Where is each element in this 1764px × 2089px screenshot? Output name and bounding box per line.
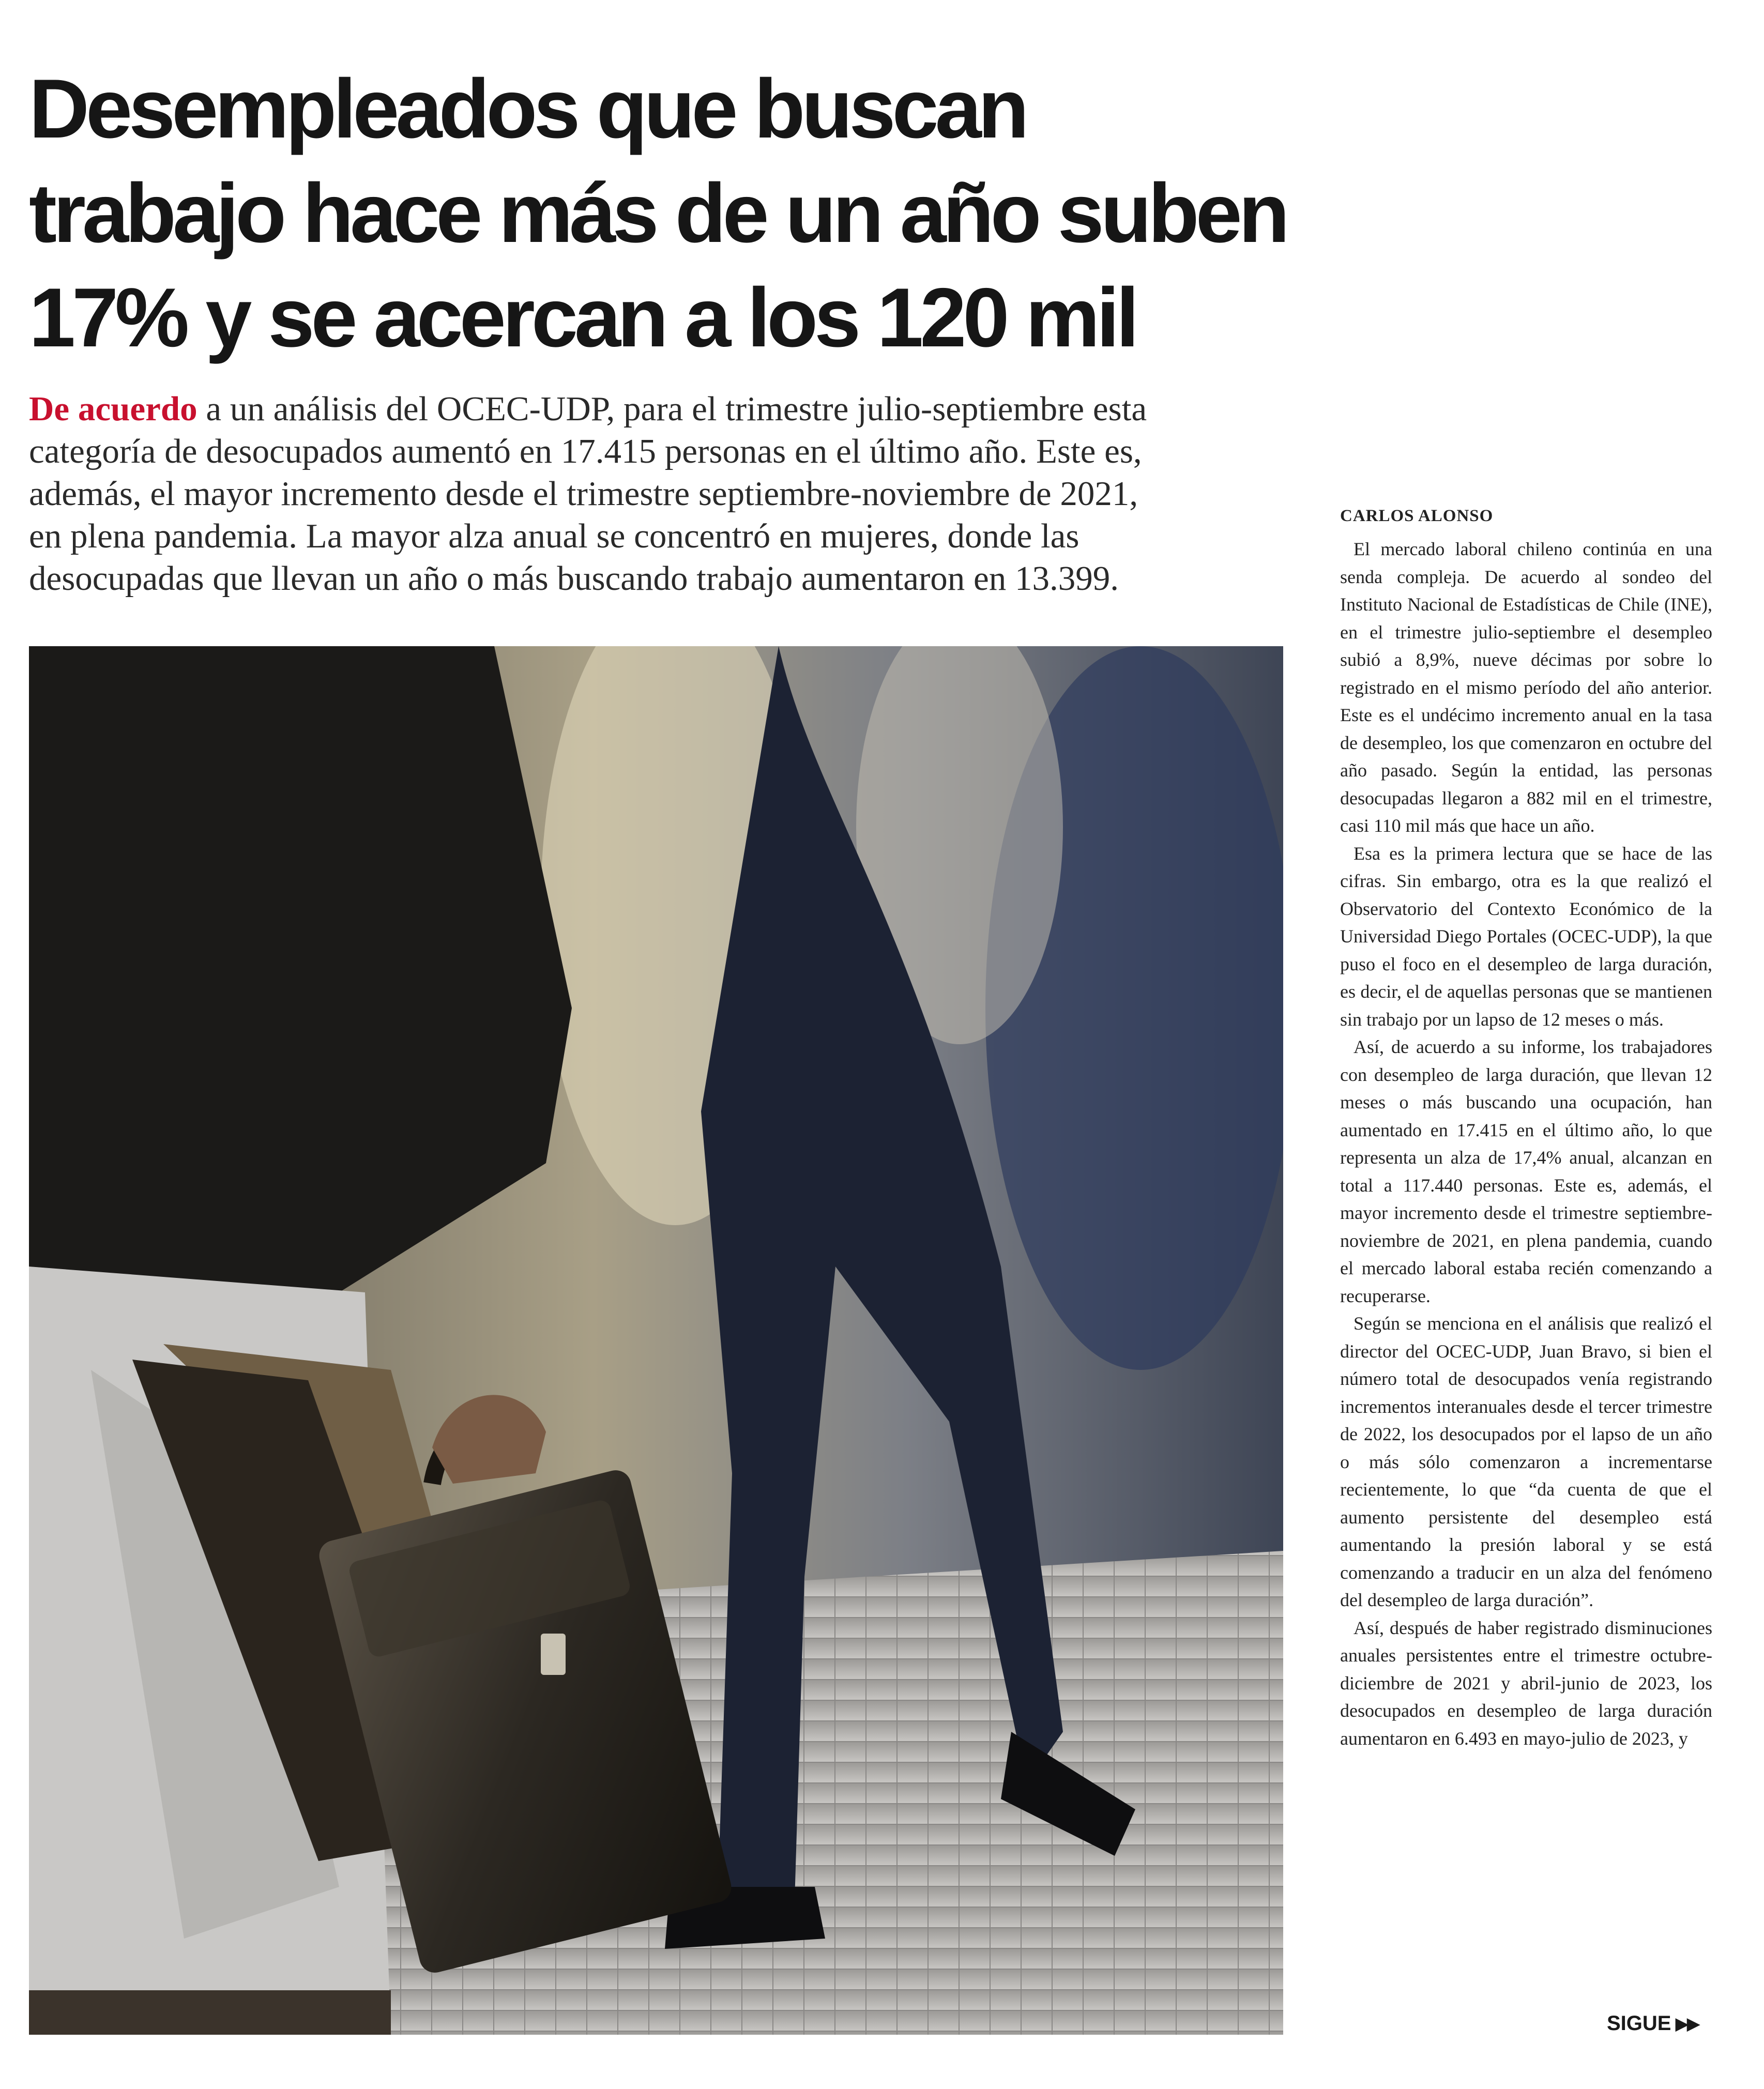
continue-label: SIGUE [1607, 2012, 1671, 2035]
continue-indicator [1607, 2012, 1698, 2035]
lead-line-3: además, el mayor incremento desde el trimestre septiembre-noviembre de 2021, [29, 475, 1138, 513]
body-paragraph-3: Así, de acuerdo a su informe, los trabajadores con desempleo de larga duración, que llevan 12 meses o más buscando una ocupación, han aumentado en 17.415 en el último año, lo que representa un alza de 17,4% anual, alcanzan en total a 117.440 personas. Este es, además, el mayor incremento desde el trimestre septiembre-noviembre de 2021, en plena pandemia, cuando el mercado laboral estaba recién comenzando a recuperarse. [1340, 1036, 1712, 1306]
photo-illustration [29, 646, 1283, 2035]
headline [29, 57, 1306, 370]
article-body [1340, 536, 1712, 1752]
double-arrow-right-icon: ▶▶ [1675, 2014, 1698, 2034]
lead-kicker: De acuerdo [29, 390, 197, 428]
byline: CARLOS ALONSO [1340, 507, 1494, 525]
body-paragraph-4: Según se menciona en el análisis que realizó el director del OCEC-UDP, Juan Bravo, si bien el número total de desocupados venía registrando incrementos interanuales desde el tercer trimestre de 2022, los desocupados por el lapso de un año o más sólo comenzaron a incrementarse recientemente, lo que “da cuenta de que el aumento persistente del desempleo está aumentando la presión laboral y se está comenzando a traducir en un alza del fenómeno del desempleo de larga duración”. [1340, 1313, 1712, 1610]
headline-line-1: Desempleados que buscan [29, 62, 1026, 156]
lead-line-1-text: a un análisis del OCEC-UDP, para el trimestre julio-septiembre esta [197, 390, 1147, 428]
body-paragraph-1: El mercado laboral chileno continúa en una senda compleja. De acuerdo al sondeo del Instituto Nacional de Estadísticas de Chile (INE), en el trimestre julio-septiembre el desempleo subió a 8,9%, nueve décimas por sobre lo registrado en el mismo período del año anterior. Este es el undécimo incremento anual en la tasa de desempleo, los que comenzaron en octubre del año pasado. Según la entidad, las personas desocupadas llegaron a 882 mil en el trimestre, casi 110 mil más que hace un año. [1340, 539, 1712, 836]
lead-line-1 [29, 388, 1280, 430]
article-photo [29, 646, 1283, 2035]
headline-line-3: 17% y se acercan a los 120 mil [29, 271, 1136, 364]
body-paragraph-5: Así, después de haber registrado disminuciones anuales persistentes entre el trimestre octubre-diciembre de 2021 y abril-junio de 2023, los desocupados en desempleo de larga duración aumentaron en 6.493 en mayo-julio de 2023, y [1340, 1617, 1712, 1749]
headline-line-2: trabajo hace más de un año suben [29, 166, 1286, 260]
lead-line-5: desocupadas que llevan un año o más buscando trabajo aumentaron en 13.399. [29, 559, 1119, 598]
lead-paragraph [29, 388, 1280, 600]
body-paragraph-2: Esa es la primera lectura que se hace de las cifras. Sin embargo, otra es la que realizó el Observatorio del Contexto Económico de la Universidad Diego Portales (OCEC-UDP), la que puso el foco en el desempleo de larga duración, es decir, el de aquellas personas que se mantienen sin trabajo por un lapso de 12 meses o más. [1340, 843, 1712, 1030]
lead-line-4: en plena pandemia. La mayor alza anual se concentró en mujeres, donde las [29, 517, 1079, 555]
lead-line-2: categoría de desocupados aumentó en 17.415 personas en el último año. Este es, [29, 432, 1142, 470]
